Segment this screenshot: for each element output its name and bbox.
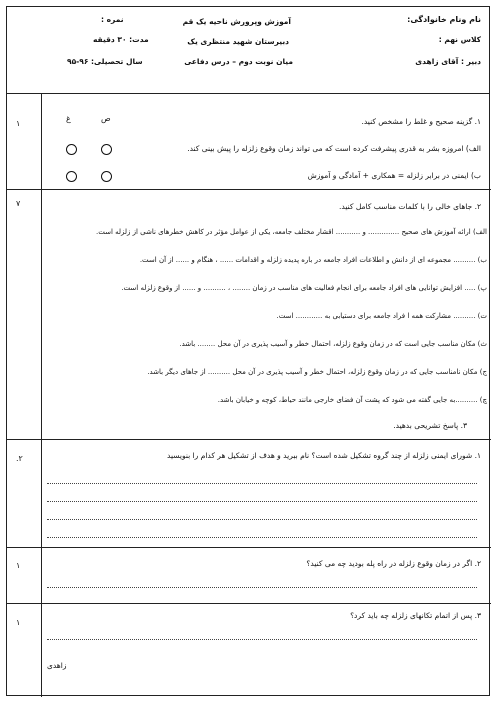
score-q3-3: ۱ (16, 618, 21, 627)
q2-item-c: پ) ..... افزایش توانایی های افراد جامعه برای انجام فعالیت های مناسب در زمان ........ ، .......... و ...... از وقوع زلزله است. (121, 284, 487, 292)
q1-a-true-option[interactable] (101, 144, 112, 155)
divider-q1-q2 (7, 189, 491, 190)
q3-item-1: ۱. شورای ایمنی زلزله از چند گروه تشکیل شده است؟ نام ببرید و هدف از تشکیل هر کدام را بنویسید (167, 451, 481, 460)
divider-q3-2 (7, 603, 491, 604)
q1-b-true-option[interactable] (101, 171, 112, 182)
q2-item-b: ب) .......... مجموعه ای از دانش و اطلاعات افراد جامعه در باره پدیده زلزله و اقدامات ...... ، هنگام و ...... از آن است. (139, 256, 487, 264)
exam-page (6, 6, 490, 696)
answer-line[interactable] (47, 587, 477, 588)
score-q3-2: ۱ (16, 561, 21, 570)
exam-header (7, 7, 489, 94)
q1-item-b: ب) ایمنی در برابر زلزله = همکاری + آمادگی و آموزش (307, 171, 481, 180)
class-label: کلاس نهم : (438, 35, 481, 44)
q2-item-f: ج) مکان نامناسب جایی که در زمان وقوع زلزله، احتمال خطر و آسیب پذیری در آن محل .......... از جاهای دیگر باشد. (147, 368, 487, 376)
q3-item-2: ۲. اگر در زمان وقوع زلزله در راه پله بودید چه می کنید؟ (306, 559, 481, 568)
answer-line[interactable] (47, 537, 477, 538)
score-q2: ۷ (16, 199, 21, 208)
teacher-signature: زاهدی (47, 661, 67, 670)
q2-item-e: ث) مکان مناسب جایی است که در زمان وقوع زلزله، احتمال خطر و آسیب پذیری در آن محل ........ باشد. (179, 340, 487, 348)
q3-title: ۳. پاسخ تشریحی بدهید. (393, 421, 467, 430)
answer-line[interactable] (47, 519, 477, 520)
teacher-label: دبیر : آقای زاهدی (415, 57, 481, 66)
divider-q3-1 (7, 547, 491, 548)
answer-line[interactable] (47, 483, 477, 484)
student-name-label: نام ونام خانوادگی: (407, 15, 481, 24)
school-line: دبیرستان شهید منتظری یک (187, 37, 289, 46)
duration-label: مدت: ۳۰ دقیقه (93, 35, 149, 44)
q1-b-false-option[interactable] (66, 171, 77, 182)
score-label: نمره : (101, 15, 124, 24)
score-q1: ۱ (16, 119, 21, 128)
q1-a-false-option[interactable] (66, 144, 77, 155)
q2-item-g: چ) ..........به جایی گفته می شود که پشت آن فضای خارجی مانند حیاط، کوچه و خیابان باشد. (217, 396, 487, 404)
q1-true-header: ص (101, 114, 111, 123)
q1-false-header: غ (66, 114, 71, 123)
answer-line[interactable] (47, 639, 477, 640)
exam-title: میان نوبت دوم – درس دفاعی (184, 57, 293, 66)
q1-item-a: الف) امروزه بشر به قدری پیشرفت کرده است که می تواند زمان وقوع زلزله را پیش بینی کند. (187, 144, 481, 153)
q2-item-a: الف) ارائه آموزش های صحیح .............. و ........... اقشار مختلف جامعه، یکی از عوامل مؤثر در کاهش خطرهای ناشی از زلزله است. (95, 228, 487, 236)
q3-item-3: ۳. پس از اتمام تکانهای زلزله چه باید کرد؟ (350, 611, 481, 620)
answer-line[interactable] (47, 501, 477, 502)
school-year-label: سال تحصیلی: ۹۶-۹۵ (67, 57, 143, 66)
org-line: آموزش وپرورش ناحیه یک قم (182, 17, 291, 26)
score-column (7, 93, 42, 697)
q2-item-d: ت) .......... مشارکت همه ا فراد جامعه برای دستیابی به ............ است. (276, 312, 487, 320)
q1-title: ۱. گزینه صحیح و غلط را مشخص کنید. (361, 117, 481, 126)
q2-title: ۲. جاهای خالی را با کلمات مناسب کامل کنید. (339, 202, 481, 211)
score-q3-1: ۲. (16, 454, 23, 463)
divider-q2-q3 (7, 439, 491, 440)
